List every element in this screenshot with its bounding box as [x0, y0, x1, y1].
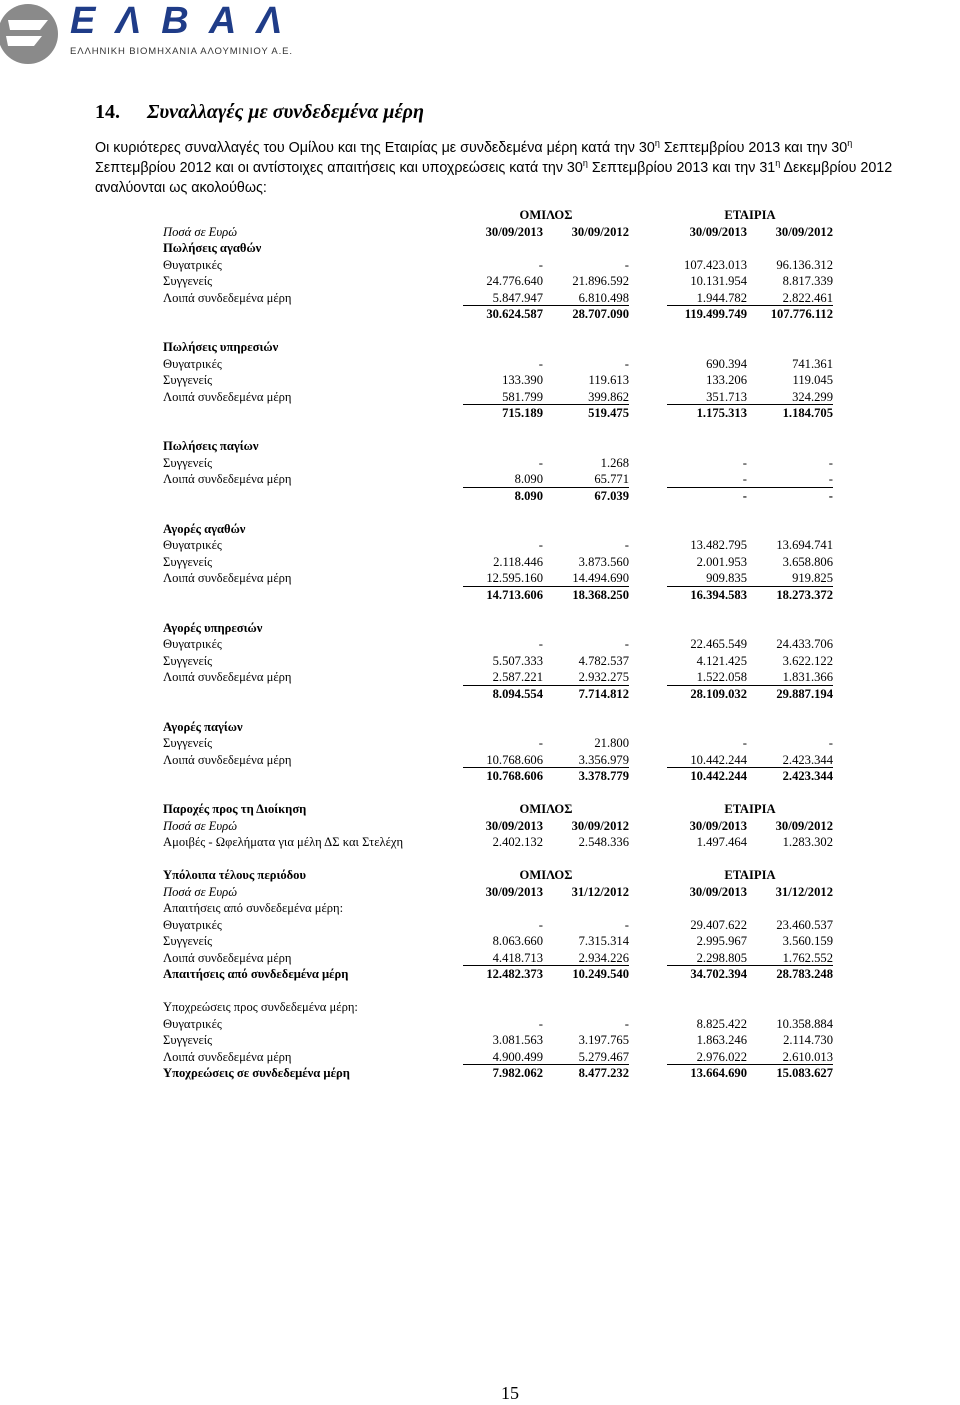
- total-row: [163, 966, 835, 983]
- table-row: [163, 834, 835, 851]
- cell: 119.045: [792, 373, 833, 387]
- total-cell: 10.249.540: [572, 967, 629, 981]
- cell: 741.361: [792, 356, 833, 371]
- dates-row: [163, 224, 835, 241]
- cell: 2.402.132: [492, 835, 543, 849]
- cell: 23.460.537: [776, 917, 833, 932]
- cell: 1.863.246: [696, 1033, 747, 1047]
- cell: 133.206: [706, 373, 747, 387]
- intro-sup: η: [847, 138, 853, 149]
- balances-header-row: [163, 867, 835, 884]
- row-label: Συγγενείς: [163, 1033, 213, 1047]
- total-cell: 1.184.705: [782, 406, 833, 420]
- row-label: Συγγενείς: [163, 736, 213, 750]
- cell: -: [828, 736, 833, 750]
- cell: -: [538, 455, 543, 470]
- row-label: Θυγατρικές: [163, 917, 222, 932]
- total-cell: 28.707.090: [572, 307, 629, 321]
- cell: 5.279.467: [543, 1049, 629, 1066]
- cell: 1.497.464: [696, 835, 747, 849]
- table-row: [163, 1049, 835, 1066]
- cell: 65.771: [543, 471, 629, 488]
- row-label: Λοιπά συνδεδεμένα μέρη: [163, 670, 292, 684]
- section-title-row: [163, 620, 835, 637]
- intro-paragraph: [95, 138, 925, 198]
- cell: 7.315.314: [578, 934, 629, 948]
- date-col: 30/09/2013: [689, 884, 747, 899]
- section-label: Πωλήσεις παγίων: [163, 439, 259, 453]
- cell: 1.268: [600, 455, 629, 470]
- amounts-label: Ποσά σε Ευρώ: [163, 884, 237, 899]
- table-row: [163, 933, 835, 950]
- section-title-row: [163, 438, 835, 455]
- cell: 3.873.560: [578, 554, 629, 569]
- row-label: Συγγενείς: [163, 934, 213, 948]
- cell: 2.587.221: [463, 669, 543, 686]
- table-row: [163, 653, 835, 670]
- row-label: Θυγατρικές: [163, 538, 222, 552]
- cell: 12.595.160: [463, 570, 543, 587]
- cell: -: [538, 356, 543, 371]
- cell: 8.090: [463, 471, 543, 488]
- cell: 4.121.425: [696, 653, 747, 668]
- total-cell: 1.175.313: [696, 406, 747, 420]
- section-label: Υποχρεώσεις προς συνδεδεμένα μέρη:: [163, 1000, 358, 1014]
- intro-text: Δεκεμβρίου 2012 αναλύονται ως ακολούθως:: [95, 160, 893, 196]
- group-header: ΟΜΙΛΟΣ: [519, 802, 573, 816]
- table-row: [163, 257, 835, 274]
- cell: 1.522.058: [667, 669, 747, 686]
- date-col: 30/09/2013: [485, 884, 543, 899]
- cell: 8.825.422: [696, 1016, 747, 1031]
- section-label: Αγορές παγίων: [163, 719, 243, 734]
- cell: -: [624, 356, 629, 371]
- row-label: Λοιπά συνδεδεμένα μέρη: [163, 571, 292, 585]
- intro-text: Σεπτεμβρίου 2012 και οι αντίστοιχες απαιτήσεις και υποχρεώσεις κατά την 30: [95, 160, 583, 176]
- cell: 3.356.979: [543, 752, 629, 769]
- cell: 10.358.884: [776, 1016, 833, 1031]
- table-row: [163, 1016, 835, 1033]
- table-row: [163, 356, 835, 373]
- cell: 133.390: [502, 373, 543, 387]
- date-col: 30/09/2012: [775, 224, 833, 239]
- cell: -: [624, 637, 629, 651]
- cell: 21.896.592: [572, 274, 629, 288]
- total-cell: 18.368.250: [572, 587, 629, 602]
- intro-sup: η: [582, 158, 588, 169]
- cell: 8.063.660: [492, 934, 543, 948]
- table-row: [163, 455, 835, 472]
- total-cell: -: [742, 488, 747, 503]
- group-header: ΟΜΙΛΟΣ: [519, 868, 573, 882]
- dates-row: [163, 818, 835, 835]
- date-col: 30/09/2012: [775, 818, 833, 833]
- cell: 2.932.275: [543, 669, 629, 686]
- total-cell: 16.394.583: [690, 587, 747, 602]
- row-label: Λοιπά συνδεδεμένα μέρη: [163, 1049, 292, 1064]
- cell: 2.548.336: [578, 835, 629, 849]
- table-row: [163, 273, 835, 290]
- total-cell: 13.664.690: [690, 1066, 747, 1080]
- total-row: [163, 488, 835, 505]
- row-label: Λοιπά συνδεδεμένα μέρη: [163, 752, 292, 767]
- cell: 1.944.782: [667, 290, 747, 307]
- cell: 3.658.806: [782, 554, 833, 569]
- cell: 1.762.552: [747, 950, 833, 967]
- row-label: Λοιπά συνδεδεμένα μέρη: [163, 389, 292, 404]
- subsection-title-row: [163, 900, 835, 917]
- cell: 22.465.549: [690, 637, 747, 651]
- cell: 3.197.765: [578, 1033, 629, 1047]
- row-label: Συγγενείς: [163, 554, 213, 569]
- total-cell: 10.442.244: [690, 769, 747, 783]
- cell: 1.831.366: [747, 669, 833, 686]
- row-label: Θυγατρικές: [163, 356, 222, 371]
- section-label: Πωλήσεις αγαθών: [163, 241, 262, 255]
- total-cell: 107.776.112: [770, 307, 833, 321]
- total-cell: 10.768.606: [486, 769, 543, 783]
- date-col: 30/09/2013: [485, 224, 543, 239]
- cell: -: [538, 538, 543, 552]
- table-row: [163, 735, 835, 752]
- row-label: Λοιπά συνδεδεμένα μέρη: [163, 950, 292, 965]
- cell: 10.131.954: [690, 274, 747, 288]
- cell: 2.118.446: [493, 554, 543, 569]
- cell: 2.822.461: [747, 290, 833, 307]
- date-col: 30/09/2013: [689, 818, 747, 833]
- cell: -: [538, 637, 543, 651]
- section-label: Πωλήσεις υπηρεσιών: [163, 340, 279, 354]
- section-title-row: [163, 521, 835, 538]
- total-row: [163, 1065, 835, 1082]
- cell: -: [742, 736, 747, 750]
- row-label: Θυγατρικές: [163, 257, 222, 272]
- total-cell: 29.887.194: [776, 686, 833, 701]
- total-cell: 8.090: [514, 488, 543, 503]
- dates-row: [163, 884, 835, 901]
- table-row: [163, 471, 835, 488]
- amounts-label: Ποσά σε Ευρώ: [163, 818, 237, 833]
- row-label: Συγγενείς: [163, 455, 213, 470]
- cell: -: [747, 471, 833, 488]
- date-col: 30/09/2013: [689, 224, 747, 239]
- cell: 8.817.339: [782, 274, 833, 288]
- total-cell: 8.094.554: [492, 686, 543, 701]
- cell: 21.800: [594, 736, 629, 750]
- cell: 351.713: [667, 389, 747, 406]
- total-cell: 28.783.248: [776, 967, 833, 981]
- row-label: Αμοιβές - Ωφελήματα για μέλη ΔΣ και Στελέχη: [163, 835, 404, 849]
- total-cell: 119.499.749: [684, 307, 747, 321]
- cell: 3.560.159: [782, 934, 833, 948]
- date-col: 30/09/2012: [571, 224, 629, 239]
- date-col: 31/12/2012: [571, 884, 629, 899]
- cell: 2.976.022: [667, 1049, 747, 1066]
- row-label: Συγγενείς: [163, 274, 213, 288]
- section-title-row: [163, 719, 835, 736]
- section-title-row: [163, 339, 835, 356]
- cell: 10.442.244: [667, 752, 747, 769]
- cell: 119.613: [588, 373, 629, 387]
- cell: 24.433.706: [776, 637, 833, 651]
- total-cell: 715.189: [502, 406, 543, 420]
- total-row: [163, 306, 835, 323]
- date-col: 30/09/2012: [571, 818, 629, 833]
- cell: -: [538, 257, 543, 272]
- section-heading: [95, 101, 424, 124]
- cell: -: [667, 471, 747, 488]
- total-cell: 67.039: [594, 488, 629, 503]
- row-label: Απαιτήσεις από συνδεδεμένα μέρη: [163, 967, 349, 981]
- section-number: 14.: [95, 101, 120, 123]
- intro-sup: η: [654, 138, 660, 149]
- cell: -: [538, 1016, 543, 1031]
- cell: 14.494.690: [543, 570, 629, 587]
- related-parties-table: [163, 207, 835, 1082]
- table-row: [163, 537, 835, 554]
- cell: -: [624, 1016, 629, 1031]
- table-row: [163, 752, 835, 769]
- table-row: [163, 669, 835, 686]
- total-cell: 28.109.032: [690, 686, 747, 701]
- cell: 2.995.967: [696, 934, 747, 948]
- cell: 6.810.498: [543, 290, 629, 307]
- total-cell: 12.482.373: [486, 967, 543, 981]
- total-cell: 8.477.232: [578, 1066, 629, 1080]
- total-cell: 7.982.062: [492, 1066, 543, 1080]
- total-cell: -: [828, 488, 833, 503]
- logo-subtitle: ΕΛΛΗΝΙΚΗ ΒΙΟΜΗΧΑΝΙΑ ΑΛΟΥΜΙΝΙΟΥ Α.Ε.: [70, 46, 292, 57]
- intro-text: Οι κυριότερες συναλλαγές του Ομίλου και της Εταιρίας με συνδεδεμένα μέρη κατά την 30: [95, 140, 655, 156]
- table-row: [163, 570, 835, 587]
- cell: 13.482.795: [690, 538, 747, 552]
- cell: 2.114.730: [783, 1033, 833, 1047]
- cell: -: [624, 257, 629, 272]
- cell: 581.799: [463, 389, 543, 406]
- cell: 24.776.640: [486, 274, 543, 288]
- cell: 919.825: [747, 570, 833, 587]
- cell: 399.862: [543, 389, 629, 406]
- total-cell: 14.713.606: [486, 587, 543, 602]
- company-header: ΕΤΑΙΡΙΑ: [724, 802, 776, 816]
- row-label: Συγγενείς: [163, 653, 213, 668]
- intro-text: Σεπτεμβρίου 2013 και την 31: [587, 160, 776, 176]
- row-label: Λοιπά συνδεδεμένα μέρη: [163, 290, 292, 305]
- section-label: Αγορές υπηρεσιών: [163, 620, 263, 635]
- row-label: Θυγατρικές: [163, 1016, 222, 1031]
- total-row: [163, 686, 835, 703]
- total-cell: 34.702.394: [690, 967, 747, 981]
- total-cell: 519.475: [588, 406, 629, 420]
- cell: -: [828, 455, 833, 470]
- cell: 2.610.013: [747, 1049, 833, 1066]
- section-label: Υπόλοιπα τέλους περιόδου: [163, 868, 307, 882]
- group-header: ΟΜΙΛΟΣ: [519, 208, 573, 222]
- cell: 2.934.226: [543, 950, 629, 967]
- cell: -: [624, 917, 629, 932]
- section-label: Απαιτήσεις από συνδεδεμένα μέρη:: [163, 901, 344, 915]
- table-row: [163, 636, 835, 653]
- company-header: ΕΤΑΙΡΙΑ: [724, 868, 776, 882]
- mgmt-header-row: [163, 801, 835, 818]
- total-cell: 2.423.344: [782, 769, 833, 783]
- page-number: 15: [501, 1383, 519, 1403]
- header-row: [163, 207, 835, 224]
- cell: 3.622.122: [782, 653, 833, 668]
- table-row: [163, 950, 835, 967]
- row-label: Υποχρεώσεις σε συνδεδεμένα μέρη: [163, 1066, 350, 1080]
- cell: 2.423.344: [747, 752, 833, 769]
- table-row: [163, 389, 835, 406]
- date-col: 30/09/2013: [485, 818, 543, 833]
- cell: 1.283.302: [782, 835, 833, 849]
- date-col: 31/12/2012: [775, 884, 833, 899]
- table-row: [163, 372, 835, 389]
- cell: -: [538, 917, 543, 932]
- section-title-row: [163, 240, 835, 257]
- cell: 107.423.013: [684, 257, 747, 272]
- cell: 4.418.713: [463, 950, 543, 967]
- total-row: [163, 587, 835, 604]
- cell: 29.407.622: [690, 917, 747, 932]
- cell: 96.136.312: [776, 257, 833, 272]
- table-row: [163, 290, 835, 307]
- logo-wordmark: ΕΛΒΑΛ: [70, 0, 282, 42]
- amounts-label: Ποσά σε Ευρώ: [163, 224, 237, 239]
- intro-text: Σεπτεμβρίου 2013 και την 30: [659, 140, 848, 156]
- row-label: Λοιπά συνδεδεμένα μέρη: [163, 472, 292, 486]
- company-header: ΕΤΑΙΡΙΑ: [724, 208, 776, 222]
- intro-sup: η: [775, 158, 781, 169]
- row-label: Συγγενείς: [163, 373, 213, 387]
- total-row: [163, 405, 835, 422]
- cell: 4.782.537: [578, 653, 629, 668]
- total-cell: 18.273.372: [776, 587, 833, 602]
- cell: -: [624, 538, 629, 552]
- company-logo: [0, 0, 300, 70]
- total-cell: 3.378.779: [578, 769, 629, 783]
- section-label: Αγορές αγαθών: [163, 521, 246, 536]
- cell: 324.299: [747, 389, 833, 406]
- subsection-title-row: [163, 999, 835, 1016]
- total-row: [163, 768, 835, 785]
- cell: 3.081.563: [492, 1033, 543, 1047]
- cell: -: [538, 736, 543, 750]
- table-row: [163, 1032, 835, 1049]
- cell: 13.694.741: [776, 538, 833, 552]
- table-row: [163, 554, 835, 571]
- section-label: Παροχές προς τη Διοίκηση: [163, 802, 307, 816]
- total-cell: 7.714.812: [578, 686, 629, 701]
- table-row: [163, 917, 835, 934]
- cell: 2.001.953: [696, 554, 747, 569]
- cell: 4.900.499: [463, 1049, 543, 1066]
- cell: -: [742, 455, 747, 470]
- total-cell: 15.083.627: [776, 1066, 833, 1080]
- cell: 2.298.805: [667, 950, 747, 967]
- cell: 5.847.947: [463, 290, 543, 307]
- cell: 909.835: [667, 570, 747, 587]
- total-cell: 30.624.587: [486, 307, 543, 321]
- cell: 5.507.333: [492, 653, 543, 668]
- row-label: Θυγατρικές: [163, 637, 222, 651]
- cell: 690.394: [706, 356, 747, 371]
- cell: 10.768.606: [463, 752, 543, 769]
- section-title: Συναλλαγές με συνδεδεμένα μέρη: [147, 101, 424, 123]
